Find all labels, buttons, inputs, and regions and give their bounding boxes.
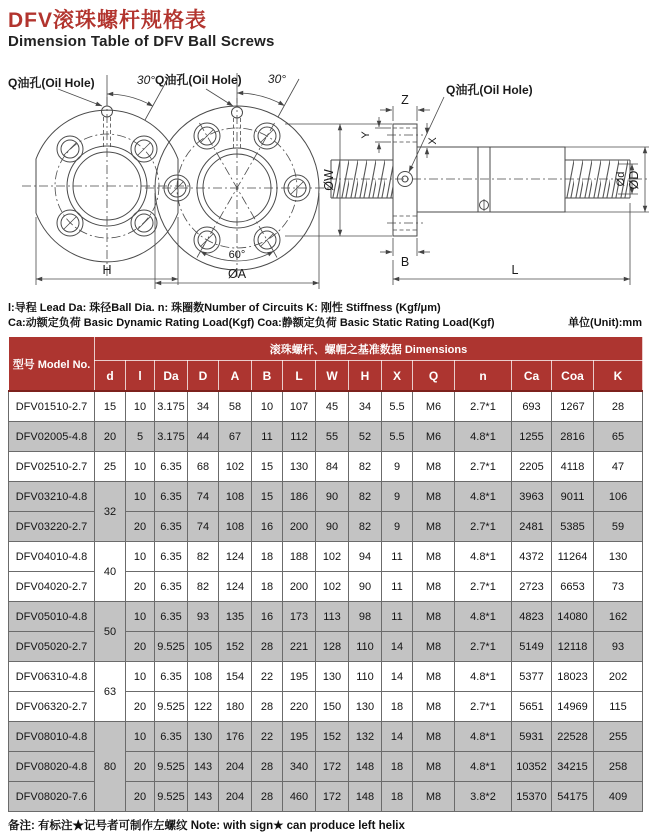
value-cell: 90 bbox=[349, 572, 382, 602]
value-cell: 4372 bbox=[512, 542, 552, 572]
value-cell: 106 bbox=[594, 482, 643, 512]
model-cell: DFV03220-2.7 bbox=[9, 512, 95, 542]
d-cell: 40 bbox=[95, 542, 126, 602]
page-subtitle: Dimension Table of DFV Ball Screws bbox=[8, 33, 275, 50]
value-cell: 9.525 bbox=[155, 692, 188, 722]
value-cell: 340 bbox=[283, 752, 316, 782]
value-cell: 132 bbox=[349, 722, 382, 752]
value-cell: 54175 bbox=[552, 782, 594, 812]
value-cell: 15 bbox=[252, 452, 283, 482]
value-cell: 9.525 bbox=[155, 782, 188, 812]
legend bbox=[0, 299, 650, 331]
col-header-d: d bbox=[95, 361, 126, 392]
value-cell: 18 bbox=[382, 782, 413, 812]
value-cell: 112 bbox=[283, 422, 316, 452]
value-cell: 20 bbox=[126, 752, 155, 782]
value-cell: 20 bbox=[126, 782, 155, 812]
d-cell: 63 bbox=[95, 662, 126, 722]
value-cell: 202 bbox=[594, 662, 643, 692]
col-header-n: n bbox=[455, 361, 512, 392]
value-cell: 94 bbox=[349, 542, 382, 572]
value-cell: 84 bbox=[316, 452, 349, 482]
value-cell: 28 bbox=[252, 632, 283, 662]
value-cell: 9 bbox=[382, 482, 413, 512]
value-cell: 14 bbox=[382, 632, 413, 662]
value-cell: 102 bbox=[219, 452, 252, 482]
col-header-Da: Da bbox=[155, 361, 188, 392]
value-cell: 108 bbox=[188, 662, 219, 692]
col-header-l: l bbox=[126, 361, 155, 392]
value-cell: 74 bbox=[188, 512, 219, 542]
value-cell: 10 bbox=[252, 391, 283, 422]
value-cell: 128 bbox=[316, 632, 349, 662]
value-cell: 124 bbox=[219, 572, 252, 602]
value-cell: 65 bbox=[594, 422, 643, 452]
value-cell: 11264 bbox=[552, 542, 594, 572]
value-cell: 82 bbox=[349, 482, 382, 512]
value-cell: 150 bbox=[316, 692, 349, 722]
value-cell: 5651 bbox=[512, 692, 552, 722]
model-cell: DFV02005-4.8 bbox=[9, 422, 95, 452]
value-cell: 5931 bbox=[512, 722, 552, 752]
value-cell: 10352 bbox=[512, 752, 552, 782]
value-cell: M8 bbox=[413, 512, 455, 542]
col-header-K: K bbox=[594, 361, 643, 392]
value-cell: 2.7*1 bbox=[455, 692, 512, 722]
d-cell: 32 bbox=[95, 482, 126, 542]
value-cell: 152 bbox=[316, 722, 349, 752]
dim-l-label: L bbox=[511, 263, 519, 277]
angle-30-label: 30° bbox=[136, 73, 156, 87]
value-cell: 4.8*1 bbox=[455, 722, 512, 752]
value-cell: 3.175 bbox=[155, 422, 188, 452]
col-header-L: L bbox=[283, 361, 316, 392]
model-cell: DFV04020-2.7 bbox=[9, 572, 95, 602]
value-cell: 14080 bbox=[552, 602, 594, 632]
dim-y-label: Y bbox=[360, 131, 372, 139]
value-cell: 2816 bbox=[552, 422, 594, 452]
table-row bbox=[9, 722, 643, 752]
value-cell: 82 bbox=[188, 572, 219, 602]
value-cell: 180 bbox=[219, 692, 252, 722]
value-cell: 6.35 bbox=[155, 602, 188, 632]
value-cell: 6.35 bbox=[155, 512, 188, 542]
page-title: DFV滚珠螺杆规格表 bbox=[8, 9, 207, 32]
value-cell: 135 bbox=[219, 602, 252, 632]
value-cell: 409 bbox=[594, 782, 643, 812]
value-cell: 195 bbox=[283, 722, 316, 752]
dim-b-label: B bbox=[400, 255, 410, 269]
legend-line1: l:导程 Lead Da: 珠径Ball Dia. n: 珠圈数Number of Circuits K: 刚性 Stiffness (Kgf/μm) bbox=[8, 302, 441, 314]
value-cell: M8 bbox=[413, 602, 455, 632]
value-cell: 82 bbox=[349, 452, 382, 482]
value-cell: 11 bbox=[382, 542, 413, 572]
value-cell: 130 bbox=[349, 692, 382, 722]
value-cell: 20 bbox=[126, 572, 155, 602]
model-cell: DFV05020-2.7 bbox=[9, 632, 95, 662]
value-cell: 124 bbox=[219, 542, 252, 572]
d-cell: 25 bbox=[95, 452, 126, 482]
value-cell: 15 bbox=[252, 482, 283, 512]
footnote: 备注: 有标注★记号者可制作左螺纹 Note: with sign★ can produce left helix bbox=[8, 820, 405, 832]
technical-drawing bbox=[0, 53, 650, 299]
value-cell: 22 bbox=[252, 662, 283, 692]
oil-hole-label: Q油孔(Oil Hole) bbox=[446, 83, 533, 97]
model-cell: DFV03210-4.8 bbox=[9, 482, 95, 512]
value-cell: 5 bbox=[126, 422, 155, 452]
value-cell: 18 bbox=[252, 542, 283, 572]
value-cell: 152 bbox=[219, 632, 252, 662]
value-cell: 176 bbox=[219, 722, 252, 752]
title-block bbox=[0, 0, 650, 51]
value-cell: 110 bbox=[349, 632, 382, 662]
value-cell: 4.8*1 bbox=[455, 602, 512, 632]
value-cell: 2.7*1 bbox=[455, 452, 512, 482]
value-cell: 6.35 bbox=[155, 542, 188, 572]
dimension-table bbox=[8, 336, 643, 812]
value-cell: 12118 bbox=[552, 632, 594, 662]
value-cell: 82 bbox=[188, 542, 219, 572]
value-cell: 122 bbox=[188, 692, 219, 722]
col-header-H: H bbox=[349, 361, 382, 392]
col-header-Ca: Ca bbox=[512, 361, 552, 392]
value-cell: 172 bbox=[316, 782, 349, 812]
value-cell: 188 bbox=[283, 542, 316, 572]
angle-30-label: 30° bbox=[267, 72, 287, 86]
value-cell: 90 bbox=[316, 512, 349, 542]
value-cell: 98 bbox=[349, 602, 382, 632]
value-cell: 9 bbox=[382, 452, 413, 482]
value-cell: M8 bbox=[413, 692, 455, 722]
value-cell: 204 bbox=[219, 752, 252, 782]
value-cell: 130 bbox=[283, 452, 316, 482]
value-cell: 18 bbox=[382, 752, 413, 782]
value-cell: 2723 bbox=[512, 572, 552, 602]
value-cell: 73 bbox=[594, 572, 643, 602]
table-row bbox=[9, 422, 643, 452]
value-cell: 34 bbox=[349, 391, 382, 422]
value-cell: 200 bbox=[283, 512, 316, 542]
dimensions-header: 滚珠螺杆、螺帽之基准数据 Dimensions bbox=[95, 337, 643, 361]
table-row bbox=[9, 602, 643, 632]
value-cell: 6.35 bbox=[155, 452, 188, 482]
value-cell: 90 bbox=[316, 482, 349, 512]
value-cell: 34215 bbox=[552, 752, 594, 782]
value-cell: 93 bbox=[188, 602, 219, 632]
model-cell: DFV02510-2.7 bbox=[9, 452, 95, 482]
value-cell: 10 bbox=[126, 722, 155, 752]
value-cell: 67 bbox=[219, 422, 252, 452]
value-cell: 6.35 bbox=[155, 722, 188, 752]
unit-label: 单位(Unit):mm bbox=[568, 317, 642, 329]
value-cell: 2.7*1 bbox=[455, 632, 512, 662]
value-cell: 5385 bbox=[552, 512, 594, 542]
value-cell: 4.8*1 bbox=[455, 542, 512, 572]
model-cell: DFV01510-2.7 bbox=[9, 391, 95, 422]
value-cell: M8 bbox=[413, 752, 455, 782]
col-header-D: D bbox=[188, 361, 219, 392]
oil-hole-label: Q油孔(Oil Hole) bbox=[8, 76, 95, 90]
value-cell: M8 bbox=[413, 572, 455, 602]
dim-d-root-label: Ød bbox=[615, 171, 627, 187]
d-cell: 20 bbox=[95, 422, 126, 452]
model-cell: DFV04010-4.8 bbox=[9, 542, 95, 572]
value-cell: 11 bbox=[382, 572, 413, 602]
value-cell: 4.8*1 bbox=[455, 752, 512, 782]
value-cell: 115 bbox=[594, 692, 643, 722]
value-cell: 9.525 bbox=[155, 752, 188, 782]
value-cell: M6 bbox=[413, 422, 455, 452]
dim-d-outer-label: ØD bbox=[627, 170, 641, 190]
value-cell: 15370 bbox=[512, 782, 552, 812]
value-cell: 68 bbox=[188, 452, 219, 482]
value-cell: 28 bbox=[252, 692, 283, 722]
value-cell: 6.35 bbox=[155, 482, 188, 512]
value-cell: 113 bbox=[316, 602, 349, 632]
legend-line2: Ca:动额定负荷 Basic Dynamic Rating Load(Kgf) Coa:静额定负荷 Basic Static Rating Load(Kgf) bbox=[8, 317, 495, 329]
value-cell: 102 bbox=[316, 572, 349, 602]
value-cell: 143 bbox=[188, 752, 219, 782]
value-cell: 22528 bbox=[552, 722, 594, 752]
table-row bbox=[9, 662, 643, 692]
value-cell: 5.5 bbox=[382, 422, 413, 452]
value-cell: 162 bbox=[594, 602, 643, 632]
value-cell: 172 bbox=[316, 752, 349, 782]
model-cell: DFV05010-4.8 bbox=[9, 602, 95, 632]
value-cell: M8 bbox=[413, 782, 455, 812]
value-cell: 4.8*1 bbox=[455, 482, 512, 512]
table-row bbox=[9, 542, 643, 572]
value-cell: 110 bbox=[349, 662, 382, 692]
value-cell: 18 bbox=[252, 572, 283, 602]
value-cell: 10 bbox=[126, 482, 155, 512]
value-cell: 16 bbox=[252, 512, 283, 542]
value-cell: 28 bbox=[252, 752, 283, 782]
value-cell: 130 bbox=[594, 542, 643, 572]
table-row bbox=[9, 391, 643, 422]
value-cell: 74 bbox=[188, 482, 219, 512]
value-cell: 20 bbox=[126, 692, 155, 722]
value-cell: M8 bbox=[413, 632, 455, 662]
dim-z-label: Z bbox=[401, 93, 409, 107]
value-cell: 107 bbox=[283, 391, 316, 422]
value-cell: 258 bbox=[594, 752, 643, 782]
value-cell: 11 bbox=[252, 422, 283, 452]
value-cell: 44 bbox=[188, 422, 219, 452]
d-cell: 15 bbox=[95, 391, 126, 422]
value-cell: 9 bbox=[382, 512, 413, 542]
value-cell: 143 bbox=[188, 782, 219, 812]
value-cell: 22 bbox=[252, 722, 283, 752]
oil-hole-label: Q油孔(Oil Hole) bbox=[155, 73, 242, 87]
d-cell: 80 bbox=[95, 722, 126, 812]
value-cell: 5377 bbox=[512, 662, 552, 692]
dim-h-label: H bbox=[102, 263, 112, 277]
value-cell: 16 bbox=[252, 602, 283, 632]
value-cell: 2481 bbox=[512, 512, 552, 542]
value-cell: 18 bbox=[382, 692, 413, 722]
value-cell: 186 bbox=[283, 482, 316, 512]
value-cell: 2205 bbox=[512, 452, 552, 482]
value-cell: 82 bbox=[349, 512, 382, 542]
value-cell: 5.5 bbox=[382, 391, 413, 422]
value-cell: 195 bbox=[283, 662, 316, 692]
value-cell: 6.35 bbox=[155, 572, 188, 602]
value-cell: 2.7*1 bbox=[455, 512, 512, 542]
model-cell: DFV06310-4.8 bbox=[9, 662, 95, 692]
value-cell: 148 bbox=[349, 782, 382, 812]
table-row bbox=[9, 482, 643, 512]
value-cell: 148 bbox=[349, 752, 382, 782]
front-view-4hole bbox=[8, 73, 192, 285]
value-cell: 10 bbox=[126, 542, 155, 572]
value-cell: 34 bbox=[188, 391, 219, 422]
value-cell: M6 bbox=[413, 391, 455, 422]
col-header-Q: Q bbox=[413, 361, 455, 392]
value-cell: 4823 bbox=[512, 602, 552, 632]
dim-x-label: X bbox=[427, 137, 439, 145]
model-cell: DFV08020-7.6 bbox=[9, 782, 95, 812]
value-cell: 108 bbox=[219, 512, 252, 542]
value-cell: 28 bbox=[594, 391, 643, 422]
value-cell: M8 bbox=[413, 662, 455, 692]
value-cell: 47 bbox=[594, 452, 643, 482]
value-cell: 221 bbox=[283, 632, 316, 662]
value-cell: 10 bbox=[126, 662, 155, 692]
value-cell: 4.8*1 bbox=[455, 422, 512, 452]
value-cell: 3963 bbox=[512, 482, 552, 512]
value-cell: 11 bbox=[382, 602, 413, 632]
value-cell: 1255 bbox=[512, 422, 552, 452]
value-cell: 58 bbox=[219, 391, 252, 422]
value-cell: 460 bbox=[283, 782, 316, 812]
value-cell: 20 bbox=[126, 632, 155, 662]
value-cell: M8 bbox=[413, 722, 455, 752]
value-cell: 108 bbox=[219, 482, 252, 512]
value-cell: 9011 bbox=[552, 482, 594, 512]
value-cell: 10 bbox=[126, 452, 155, 482]
value-cell: 3.175 bbox=[155, 391, 188, 422]
value-cell: M8 bbox=[413, 482, 455, 512]
value-cell: 18023 bbox=[552, 662, 594, 692]
value-cell: 2.7*1 bbox=[455, 572, 512, 602]
value-cell: 59 bbox=[594, 512, 643, 542]
value-cell: 173 bbox=[283, 602, 316, 632]
value-cell: 14969 bbox=[552, 692, 594, 722]
value-cell: 9.525 bbox=[155, 632, 188, 662]
d-cell: 50 bbox=[95, 602, 126, 662]
model-cell: DFV06320-2.7 bbox=[9, 692, 95, 722]
col-header-Coa: Coa bbox=[552, 361, 594, 392]
value-cell: 4118 bbox=[552, 452, 594, 482]
model-cell: DFV08020-4.8 bbox=[9, 752, 95, 782]
value-cell: M8 bbox=[413, 542, 455, 572]
value-cell: 220 bbox=[283, 692, 316, 722]
value-cell: 6.35 bbox=[155, 662, 188, 692]
value-cell: 6653 bbox=[552, 572, 594, 602]
value-cell: 28 bbox=[252, 782, 283, 812]
value-cell: 4.8*1 bbox=[455, 662, 512, 692]
value-cell: 255 bbox=[594, 722, 643, 752]
dim-a-label: ØA bbox=[227, 267, 247, 281]
value-cell: 105 bbox=[188, 632, 219, 662]
dim-w-label: ØW bbox=[322, 169, 336, 191]
value-cell: 10 bbox=[126, 391, 155, 422]
value-cell: 1267 bbox=[552, 391, 594, 422]
value-cell: 20 bbox=[126, 512, 155, 542]
value-cell: 14 bbox=[382, 662, 413, 692]
value-cell: 10 bbox=[126, 602, 155, 632]
col-header-B: B bbox=[252, 361, 283, 392]
value-cell: 14 bbox=[382, 722, 413, 752]
model-cell: DFV08010-4.8 bbox=[9, 722, 95, 752]
col-header-A: A bbox=[219, 361, 252, 392]
value-cell: 93 bbox=[594, 632, 643, 662]
value-cell: 154 bbox=[219, 662, 252, 692]
value-cell: 52 bbox=[349, 422, 382, 452]
value-cell: 200 bbox=[283, 572, 316, 602]
value-cell: 2.7*1 bbox=[455, 391, 512, 422]
model-no-header: 型号 Model No. bbox=[9, 337, 95, 392]
value-cell: 5149 bbox=[512, 632, 552, 662]
value-cell: 130 bbox=[316, 662, 349, 692]
value-cell: 3.8*2 bbox=[455, 782, 512, 812]
value-cell: 130 bbox=[188, 722, 219, 752]
value-cell: 204 bbox=[219, 782, 252, 812]
side-view bbox=[322, 82, 649, 285]
value-cell: 693 bbox=[512, 391, 552, 422]
table-row bbox=[9, 452, 643, 482]
angle-60-label: 60° bbox=[228, 249, 246, 261]
value-cell: 45 bbox=[316, 391, 349, 422]
value-cell: M8 bbox=[413, 452, 455, 482]
col-header-W: W bbox=[316, 361, 349, 392]
value-cell: 102 bbox=[316, 542, 349, 572]
col-header-X: X bbox=[382, 361, 413, 392]
value-cell: 55 bbox=[316, 422, 349, 452]
